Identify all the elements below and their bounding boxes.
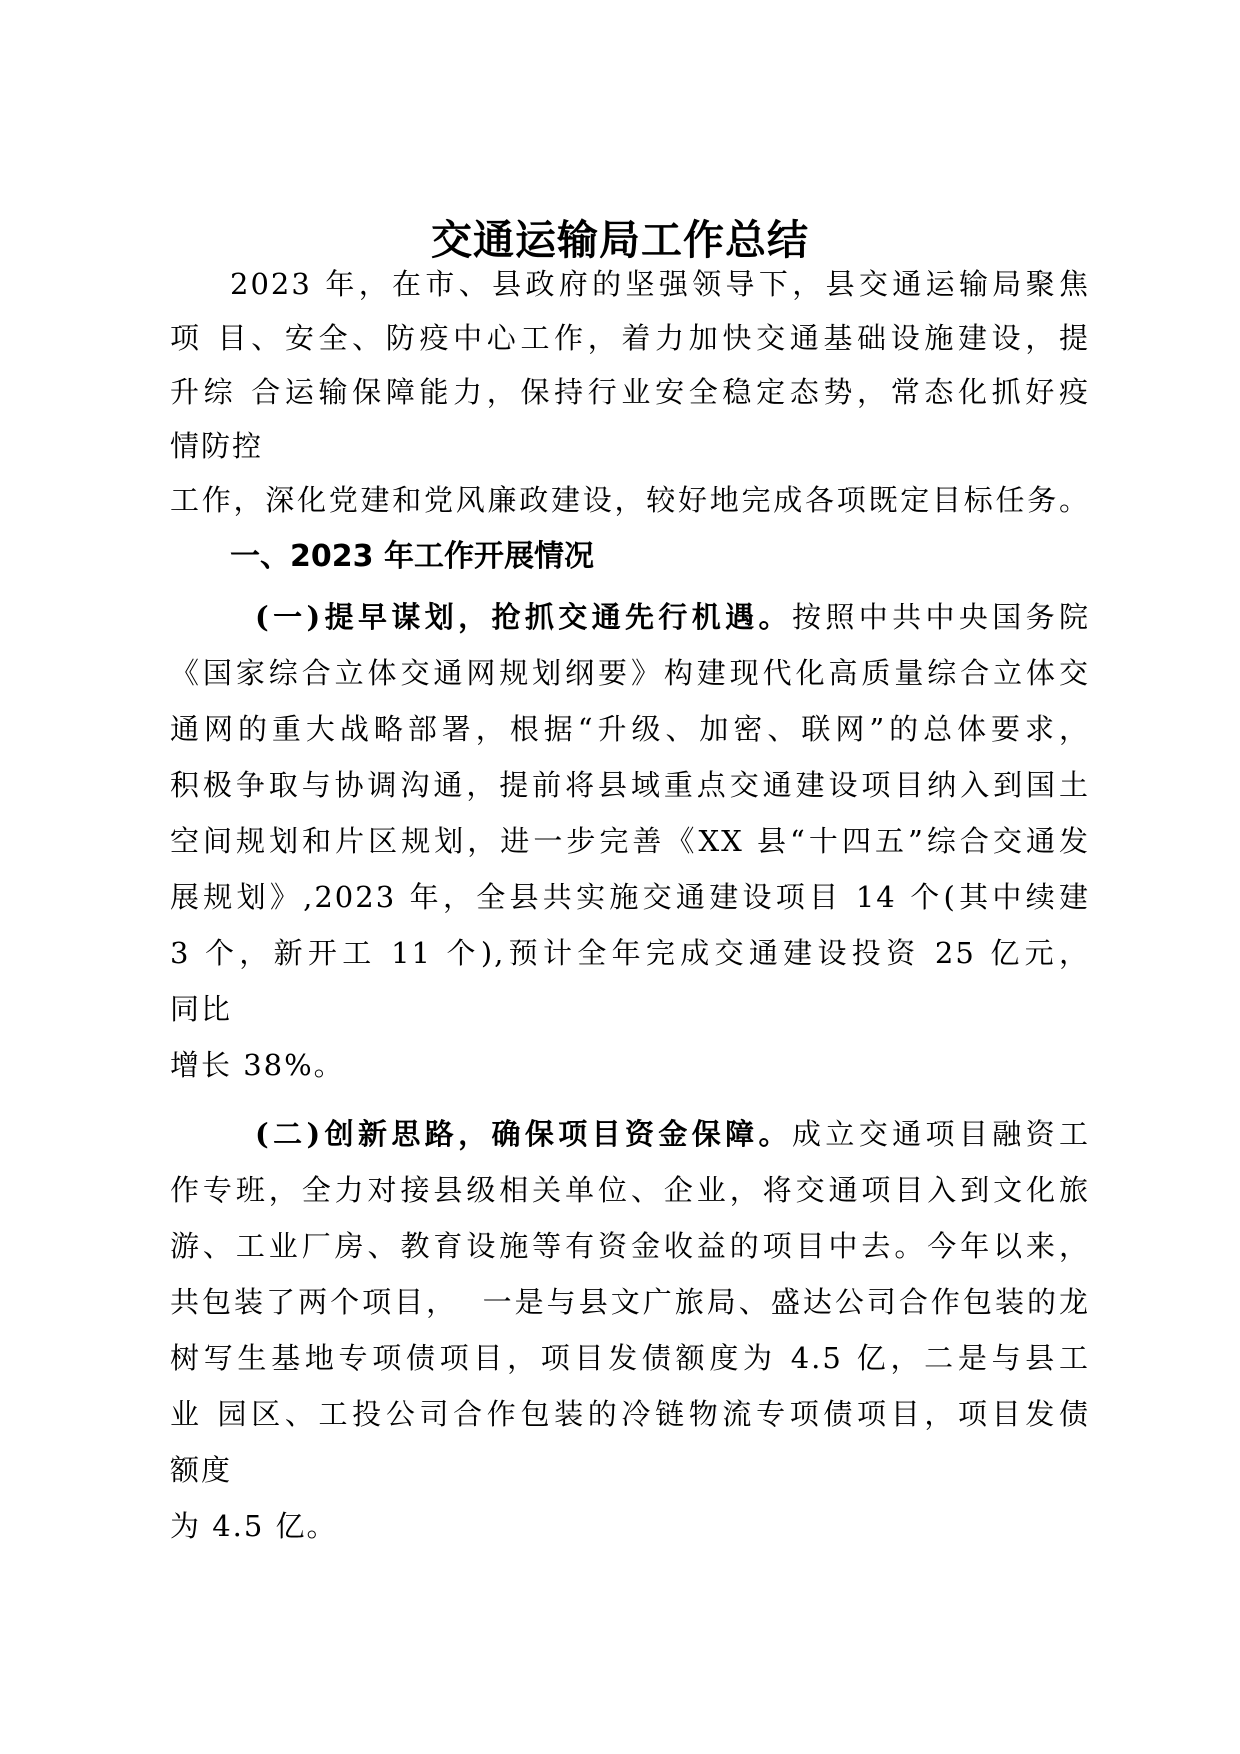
- item2-line-3: 游、工业厂房、教育设施等有资金收益的项目中去。今年以来，: [170, 1229, 1090, 1263]
- item1-line-9: 增长 38%。: [170, 1048, 345, 1082]
- item2-line-5: 树写生基地专项债项目，项目发债额度为 4.5 亿，二是与县工: [170, 1341, 1090, 1375]
- item2-line-4: 共包装了两个项目， 一是与县文广旅局、盛达公司合作包装的龙: [170, 1285, 1090, 1319]
- intro-line-5: 工作，深化党建和党风廉政建设，较好地完成各项既定目标任务。: [170, 483, 1090, 517]
- item1-line-1: [170, 595, 1090, 639]
- item1-line-8: 同比: [170, 992, 233, 1026]
- intro-line-1: 2023 年，在市、县政府的坚强领导下，县交通运输局聚焦: [230, 267, 1090, 301]
- item2-line-8: 为 4.5 亿。: [170, 1509, 338, 1543]
- item1-line-4: 积极争取与协调沟通，提前将县域重点交通建设项目纳入到国土: [170, 768, 1090, 802]
- document-title: 交通运输局工作总结: [431, 216, 809, 264]
- intro-line-2: 项 目、安全、防疫中心工作，着力加快交通基础设施建设，提: [170, 321, 1090, 355]
- item1-line-2: 《国家综合立体交通网规划纲要》构建现代化高质量综合立体交: [170, 656, 1090, 690]
- item2-line-1: [170, 1112, 1090, 1156]
- item1-line-7: 3 个，新开工 11 个),预计全年完成交通建设投资 25 亿元，: [170, 936, 1090, 970]
- item2-line-6: 业 园区、工投公司合作包装的冷链物流专项债项目，项目发债: [170, 1397, 1090, 1431]
- item1-line-5: 空间规划和片区规划，进一步完善《XX 县“十四五”综合交通发: [170, 824, 1090, 858]
- item1-first-rest: 按照中共中央国务院: [791, 600, 1090, 634]
- item2-lead: (二)创新思路，确保项目资金保障。: [255, 1117, 792, 1151]
- item2-first-rest: 成立交通项目融资工: [791, 1117, 1090, 1151]
- item2-line-2: 作专班，全力对接县级相关单位、企业，将交通项目入到文化旅: [170, 1173, 1090, 1207]
- section-heading: 一、2023 年工作开展情况: [230, 539, 594, 574]
- intro-line-3: 升综 合运输保障能力，保持行业安全稳定态势，常态化抓好疫: [170, 375, 1090, 409]
- item1-line-6: 展规划》,2023 年，全县共实施交通建设项目 14 个(其中续建: [170, 880, 1090, 914]
- item1-lead: (一)提早谋划，抢抓交通先行机遇。: [255, 600, 792, 634]
- intro-line-4: 情防控: [170, 429, 264, 463]
- item2-line-7: 额度: [170, 1453, 233, 1487]
- item1-line-3: 通网的重大战略部署，根据“升级、加密、联网”的总体要求，: [170, 712, 1090, 746]
